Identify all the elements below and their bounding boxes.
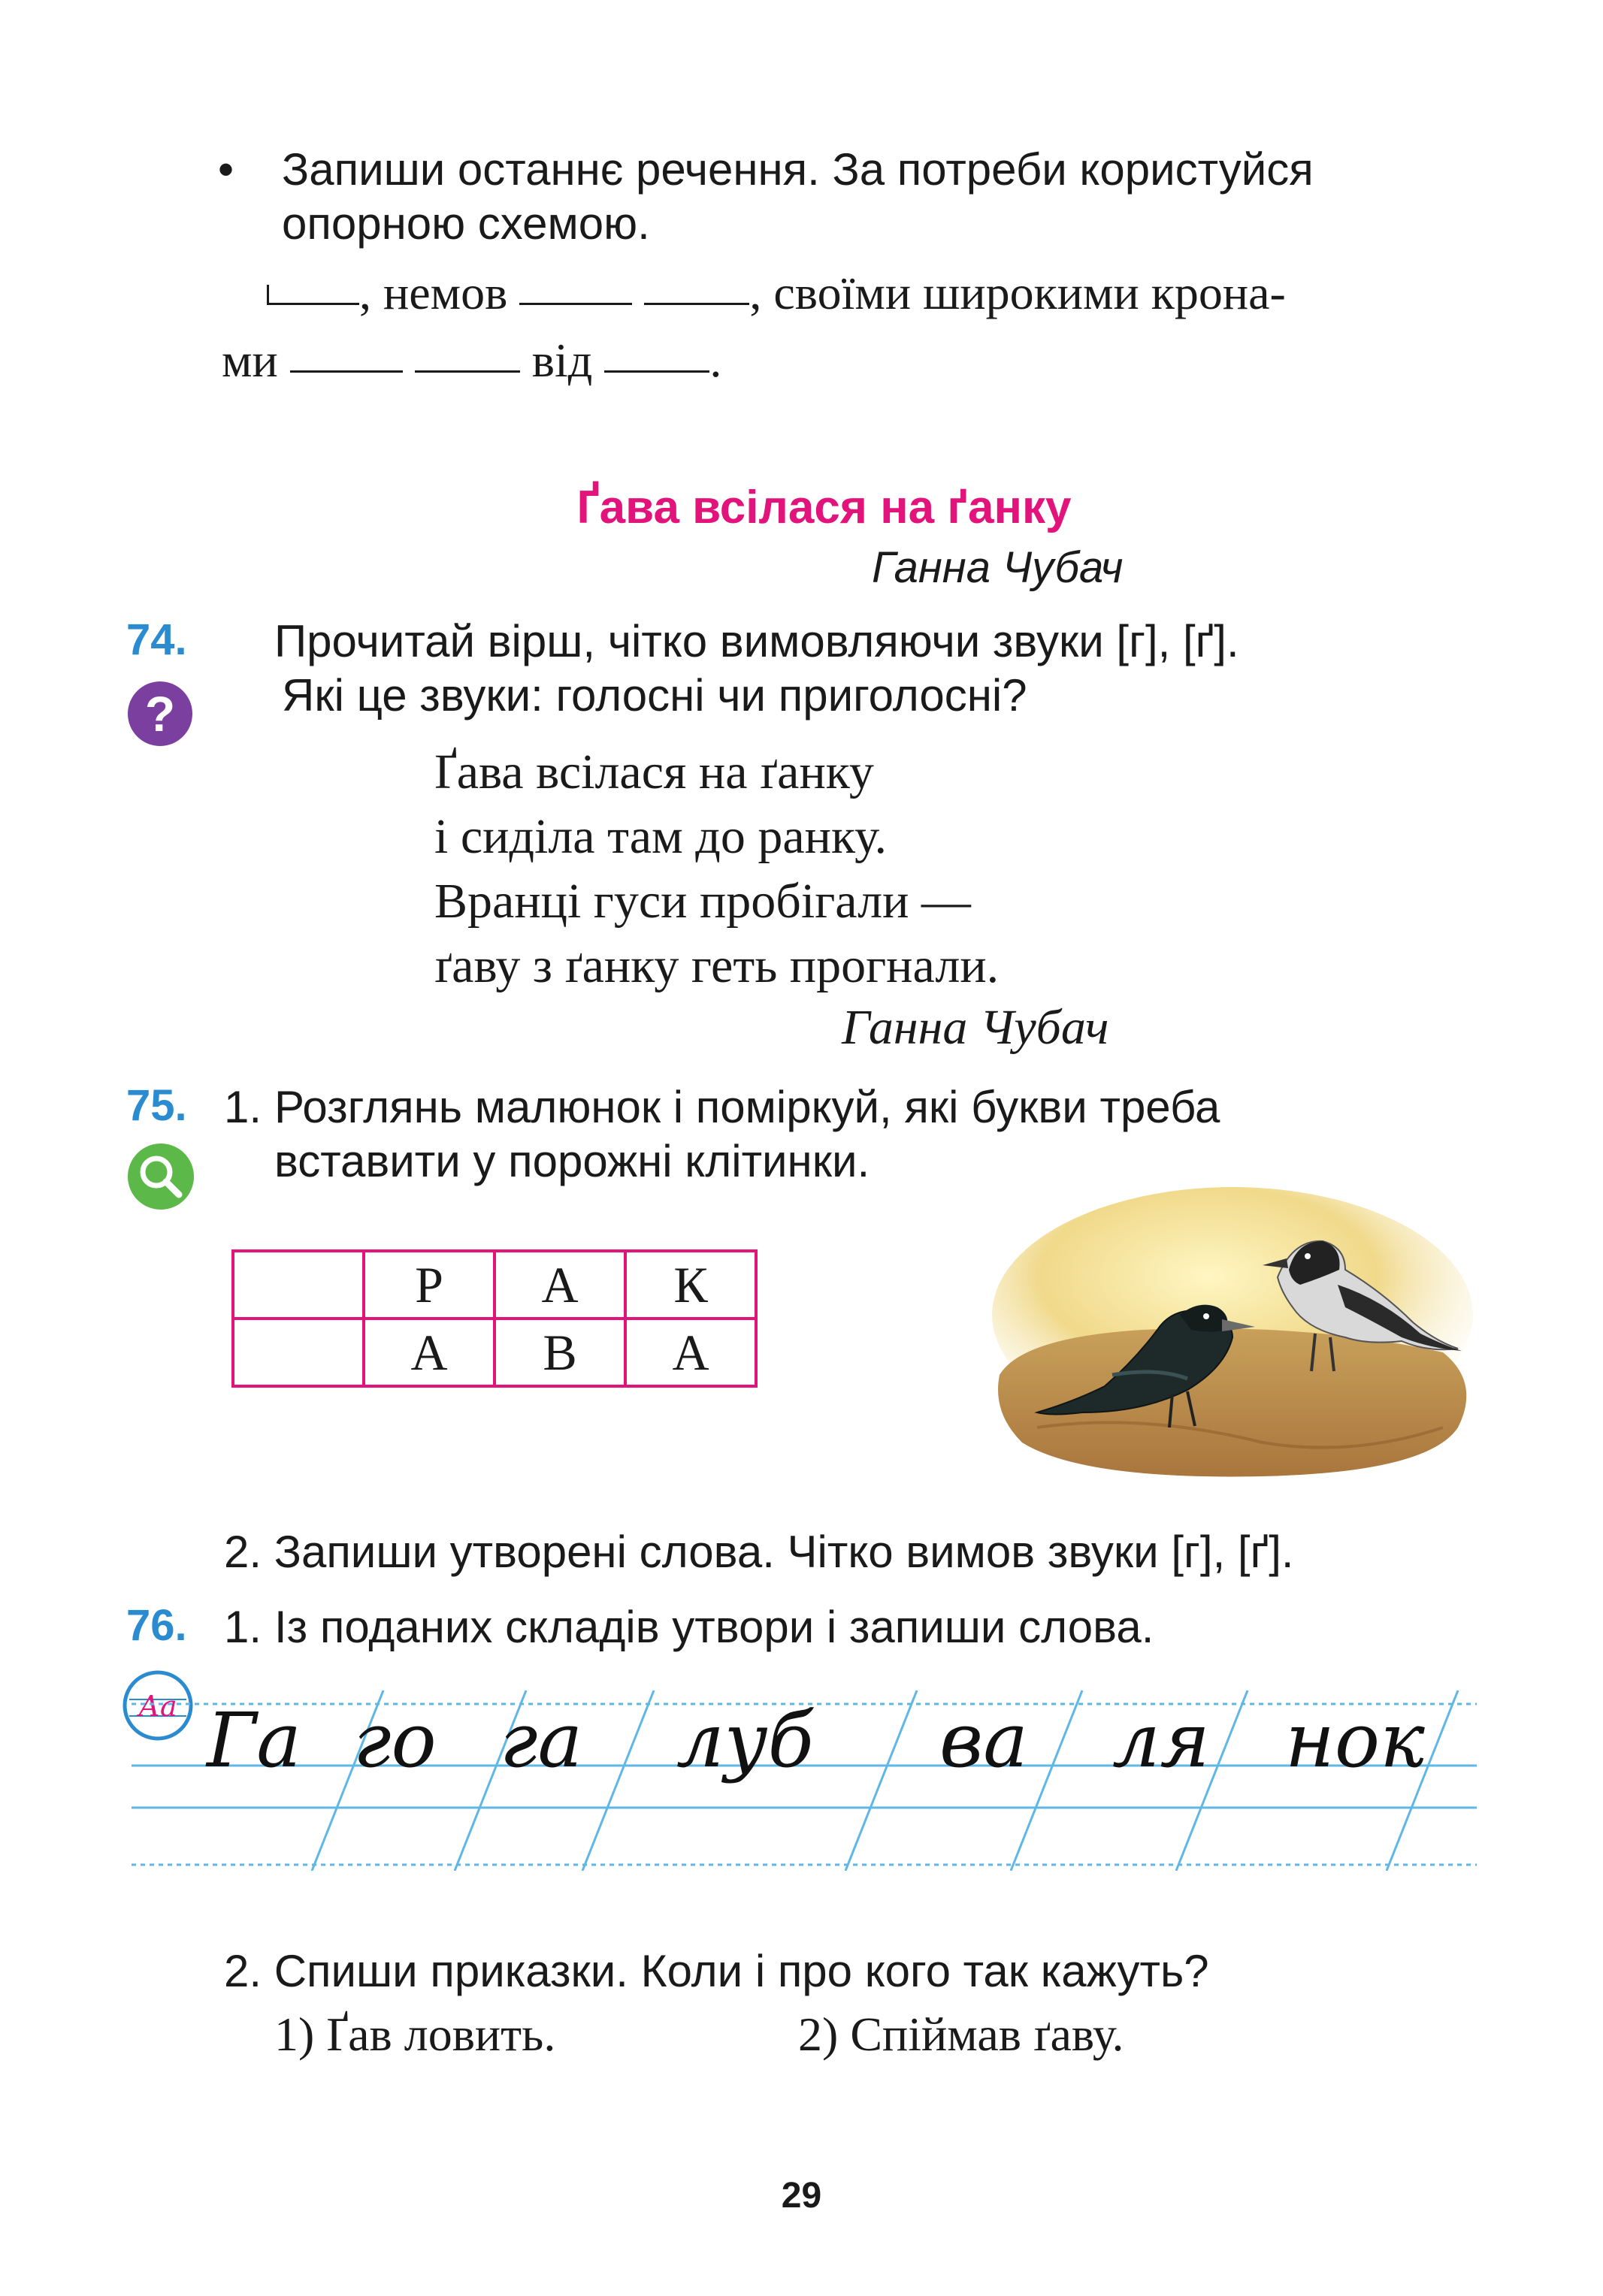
syllable: га (500, 1696, 583, 1784)
svg-text:Аа: Аа (138, 1690, 177, 1723)
scheme-blank (644, 303, 749, 305)
scheme-line-1 (267, 263, 1286, 323)
scheme-blank (604, 370, 709, 373)
svg-text:?: ? (144, 686, 176, 742)
ex74-line-2: Які це звуки: голосні чи приголосні? (282, 670, 1027, 721)
grid-cell: А (625, 1319, 756, 1386)
scheme-end: . (709, 334, 722, 387)
scheme-mi: ми (222, 334, 278, 387)
ex76-task2: 2. Спиши приказки. Коли і про кого так кажуть? (224, 1946, 1209, 1996)
intro-line-2: опорною схемою. (282, 198, 650, 249)
syllable: Га (207, 1696, 301, 1784)
exercise-number-74: 74. (126, 615, 187, 664)
scheme-nemov: , немов (359, 266, 508, 319)
ex76-task1: Із поданих складів утвори і запиши слова. (274, 1602, 1154, 1652)
intro-line-1: Запиши останнє речення. За потреби користуйся (282, 144, 1314, 195)
scheme-blank (290, 370, 403, 373)
scheme-blank (415, 370, 520, 373)
scheme-line-2 (222, 331, 721, 391)
grid-cell: К (625, 1251, 756, 1319)
syllable: ва (939, 1696, 1028, 1784)
letter-grid (231, 1249, 758, 1388)
bullet: • (218, 144, 234, 195)
scheme-blank-subject (267, 285, 359, 305)
scheme-vid: від (531, 334, 593, 387)
page-number: 29 (781, 2176, 822, 2216)
crows-illustration (992, 1187, 1473, 1488)
grid-cell-empty[interactable] (233, 1251, 364, 1319)
syllable: нок (1285, 1696, 1425, 1784)
syllable: луб (676, 1696, 814, 1784)
poem-author-top: Ганна Чубач (872, 543, 1124, 592)
scheme-blank (519, 303, 632, 305)
ex75-task2: 2. Запиши утворені слова. Чітко вимов звуки [г], [ґ]. (224, 1527, 1294, 1577)
exercise-number-75: 75. (126, 1081, 187, 1130)
syllable: ля (1112, 1696, 1210, 1784)
ex74-line-1: Прочитай вірш, чітко вимовляючи звуки [г], [ґ]. (274, 616, 1239, 666)
grid-cell: А (364, 1319, 495, 1386)
ex76-task1-number: 1. (224, 1602, 262, 1652)
saying-1: 1) Ґав ловить. (274, 2007, 556, 2061)
exercise-number-76: 76. (126, 1601, 187, 1650)
question-icon (126, 680, 194, 748)
ex75-task1-number: 1. (224, 1082, 262, 1132)
scheme-tail: своїми широкими крона- (773, 266, 1286, 319)
ex75-task1-line-2: вставити у порожні клітинки. (274, 1136, 870, 1186)
scheme-comma: , (749, 266, 762, 319)
saying-2: 2) Спіймав ґаву. (798, 2007, 1124, 2061)
grid-cell: А (495, 1251, 625, 1319)
poem-line: Ґава всілася на ґанку (434, 745, 874, 799)
magnifier-icon (126, 1142, 195, 1211)
grid-cell-empty[interactable] (233, 1319, 364, 1386)
poem-title: Ґава всілася на ґанку (576, 482, 1072, 533)
syllable: го (353, 1696, 437, 1784)
ex75-task1-line-1: Розглянь малюнок і поміркуй, які букви треба (274, 1082, 1220, 1132)
poem-author-bottom: Ганна Чубач (842, 1000, 1109, 1055)
poem-text (434, 740, 999, 998)
grid-cell: В (495, 1319, 625, 1386)
poem-line: Вранці гуси пробігали — (434, 874, 971, 929)
poem-line: і сиділа там до ранку. (434, 809, 888, 864)
grid-cell: Р (364, 1251, 495, 1319)
poem-line: ґаву з ґанку геть прогнали. (434, 938, 1000, 993)
